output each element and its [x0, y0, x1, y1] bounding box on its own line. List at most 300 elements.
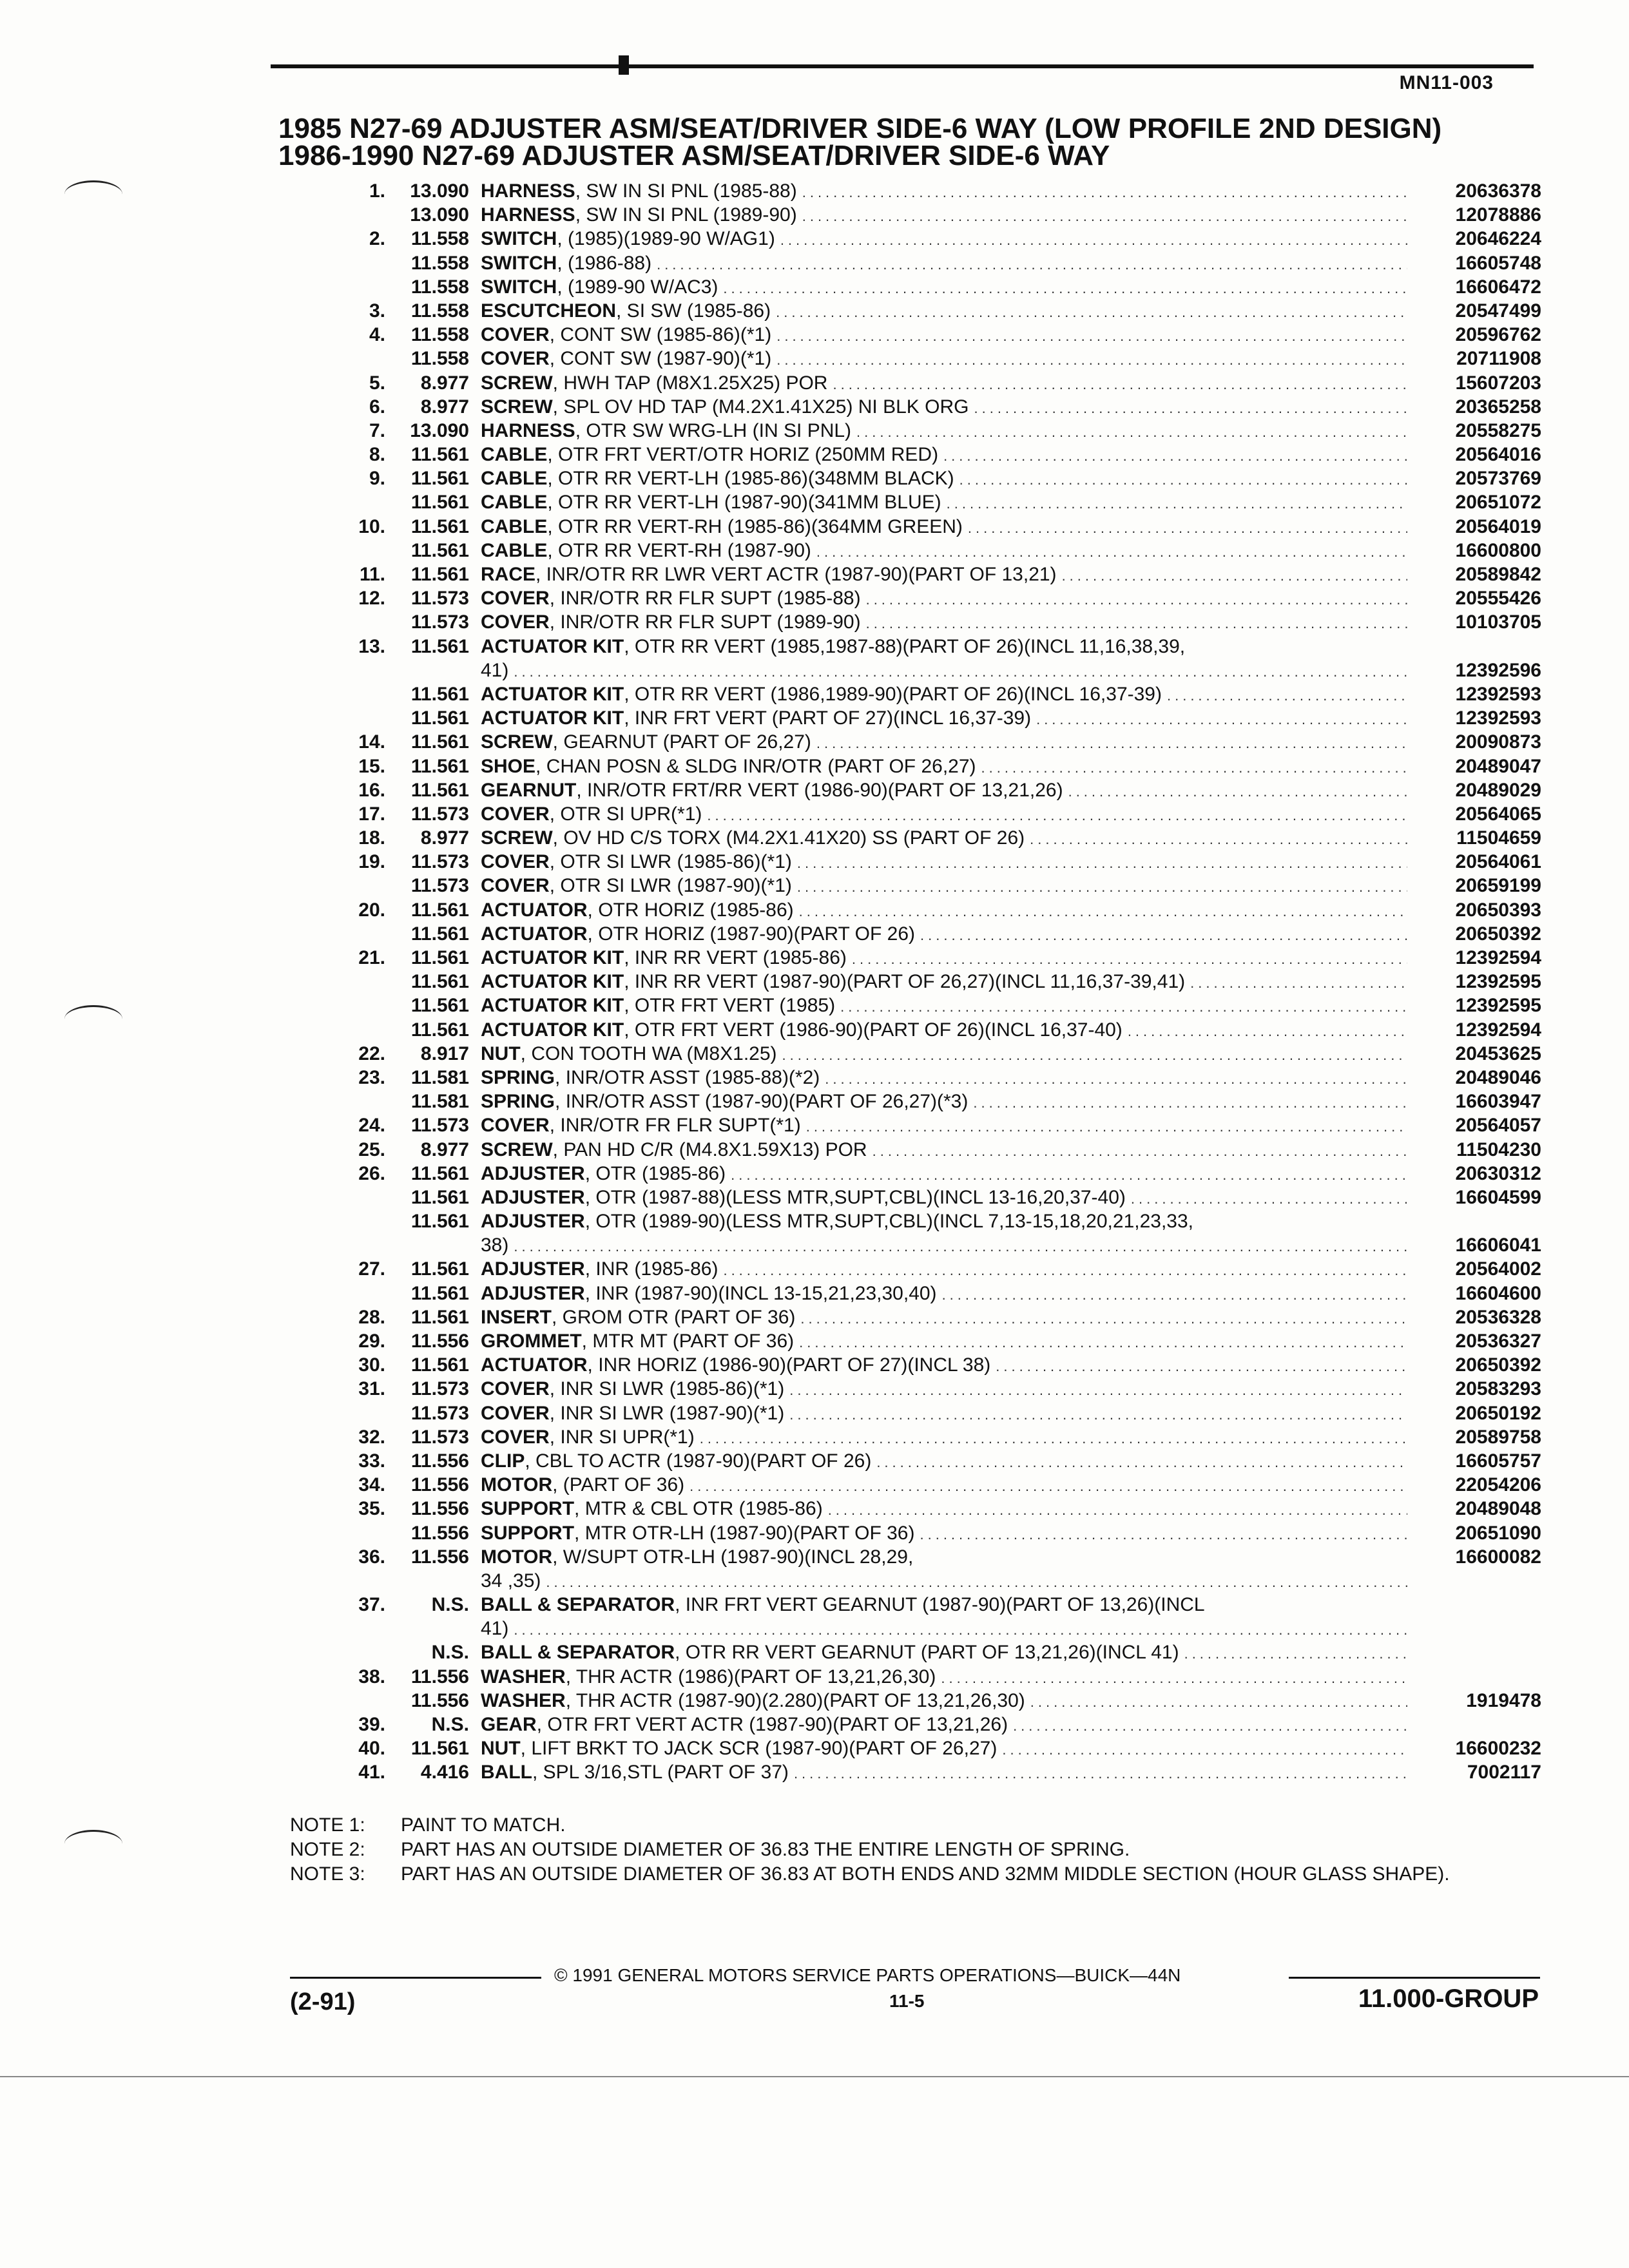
part-row [348, 778, 1541, 802]
part-row [348, 466, 1541, 490]
group-number: 11.561 [410, 1186, 469, 1208]
item-number: 27. [358, 1258, 385, 1280]
part-number: 20090873 [1455, 731, 1541, 753]
part-row [348, 371, 1541, 395]
part-number: 20564061 [1455, 851, 1541, 873]
section-title-line-2: 1986-1990 N27-69 ADJUSTER ASM/SEAT/DRIVER SIDE-6 WAY [278, 140, 1110, 171]
punch-mark-2 [64, 1005, 122, 1033]
part-number: 20589758 [1455, 1426, 1541, 1448]
part-name: SUPPORT [481, 1522, 575, 1544]
part-description: , INR FRT VERT GEARNUT (1987-90)(PART OF 13,26)(INCL [675, 1594, 1205, 1616]
part-description: , INR (1987-90)(INCL 13-15,21,23,30,40) [584, 1282, 937, 1304]
part-row [348, 994, 1541, 1017]
dot-leader [700, 1427, 1407, 1450]
dot-leader [866, 588, 1407, 611]
part-number: 11504659 [1456, 827, 1541, 849]
dot-leader [723, 1258, 1407, 1282]
item-number: 28. [358, 1306, 385, 1328]
part-name: HARNESS [481, 204, 575, 226]
part-name: MOTOR [481, 1546, 553, 1568]
part-row [348, 1305, 1541, 1329]
part-row [348, 1473, 1541, 1497]
group-number: 11.561 [410, 1306, 469, 1328]
part-name: COVER [481, 324, 550, 346]
part-description: , MTR OTR-LH (1987-90)(PART OF 36) [574, 1522, 915, 1544]
part-number: 20547499 [1455, 300, 1541, 322]
item-number: 6. [369, 396, 385, 418]
part-description: , OTR FRT VERT (1985) [624, 995, 836, 1017]
part-row [348, 1497, 1541, 1521]
part-row [348, 970, 1541, 994]
note-row [290, 1813, 1514, 1838]
item-number: 20. [358, 899, 385, 921]
part-description: , INR/OTR RR FLR SUPT (1989-90) [549, 611, 861, 633]
part-description: , INR/OTR ASST (1985-88)(*2) [555, 1066, 820, 1088]
group-number: 11.561 [410, 515, 469, 537]
item-number: 35. [358, 1498, 385, 1520]
dot-leader [833, 372, 1407, 396]
dot-leader [816, 731, 1407, 755]
part-number: 20564057 [1455, 1115, 1541, 1137]
part-description: , OTR HORIZ (1987-90)(PART OF 26) [587, 923, 915, 945]
part-name: CABLE [481, 539, 548, 561]
part-description: , THR ACTR (1986)(PART OF 13,21,26,30) [565, 1666, 936, 1687]
item-number: 36. [358, 1546, 385, 1568]
part-number: 16600082 [1455, 1546, 1541, 1568]
part-row [348, 1018, 1541, 1042]
dot-leader [657, 253, 1407, 276]
part-name: CLIP [481, 1450, 525, 1472]
part-name: BALL & SEPARATOR [481, 1642, 675, 1664]
part-description: , OTR SI LWR (1985-86)(*1) [549, 851, 792, 873]
part-number: 20646224 [1455, 228, 1541, 250]
part-description: , (1985)(1989-90 W/AG1) [557, 228, 775, 250]
part-name: COVER [481, 851, 550, 873]
group-number: 11.558 [410, 324, 469, 346]
part-description: , W/SUPT OTR-LH (1987-90)(INCL 28,29, [552, 1546, 914, 1568]
part-row [348, 658, 1541, 682]
copyright-notice: © 1991 GENERAL MOTORS SERVICE PARTS OPERATIONS—BUICK—44N [554, 1965, 1181, 1985]
dot-leader [974, 396, 1407, 420]
part-name: COVER [481, 1426, 550, 1448]
part-number: 20650392 [1455, 1354, 1541, 1376]
part-row [348, 730, 1541, 754]
part-description: , OTR RR VERT (1985,1987-88)(PART OF 26)(INCL 11,16,38,39, [624, 635, 1186, 657]
note-text: PART HAS AN OUTSIDE DIAMETER OF 36.83 THE ENTIRE LENGTH OF SPRING. [401, 1839, 1130, 1860]
dot-leader [1036, 707, 1407, 731]
item-number: 29. [358, 1331, 385, 1352]
part-row [348, 1042, 1541, 1066]
part-description: , OTR FRT VERT/OTR HORIZ (250MM RED) [547, 444, 939, 466]
group-number: 11.561 [410, 731, 469, 753]
group-number: 11.556 [410, 1498, 469, 1520]
part-description: , INR/OTR FR FLR SUPT(*1) [549, 1115, 801, 1137]
note-text: PAINT TO MATCH. [401, 1814, 566, 1836]
part-row [348, 1209, 1541, 1233]
part-number: 20573769 [1455, 468, 1541, 490]
dot-leader [797, 851, 1407, 875]
part-number: 12392595 [1455, 995, 1541, 1017]
part-description: , OTR SI UPR(*1) [549, 803, 702, 825]
item-number: 8. [369, 444, 385, 466]
dot-leader [1030, 827, 1407, 851]
part-description: , INR RR VERT (1985-86) [624, 947, 847, 968]
part-name: INSERT [481, 1306, 552, 1328]
part-row [348, 850, 1541, 874]
section-title-line-1: 1985 N27-69 ADJUSTER ASM/SEAT/DRIVER SIDE-6 WAY (LOW PROFILE 2ND DESIGN) [278, 113, 1442, 144]
part-number: 16606472 [1455, 276, 1541, 298]
dot-leader [731, 1163, 1407, 1187]
part-description: , (1989-90 W/AC3) [557, 276, 718, 298]
part-number: 16600232 [1455, 1738, 1541, 1760]
part-number: 20711908 [1456, 348, 1541, 370]
group-number: 11.581 [410, 1091, 469, 1113]
item-number: 30. [358, 1354, 385, 1376]
part-row [348, 443, 1541, 466]
part-number: 22054206 [1455, 1474, 1541, 1496]
dot-leader [789, 1403, 1407, 1427]
dot-leader [920, 923, 1407, 947]
part-name: SCREW [481, 396, 553, 418]
part-name: CABLE [481, 515, 548, 537]
part-name: ACTUATOR [481, 1354, 588, 1376]
group-number: 11.573 [410, 875, 469, 897]
group-number: 11.561 [410, 1211, 469, 1233]
dot-leader [802, 204, 1407, 228]
group-number: 11.573 [410, 1426, 469, 1448]
note-row [290, 1838, 1514, 1862]
part-name: ACTUATOR [481, 923, 588, 945]
part-description: , INR SI LWR (1987-90)(*1) [549, 1402, 785, 1424]
part-name: ACTUATOR KIT [481, 1019, 624, 1041]
part-number: 20650192 [1455, 1402, 1541, 1424]
dot-leader [973, 1091, 1407, 1115]
dot-leader [840, 995, 1407, 1019]
part-number: 1919478 [1466, 1689, 1541, 1711]
part-name: HARNESS [481, 180, 575, 202]
part-name: COVER [481, 348, 550, 370]
part-description: , CON TOOTH WA (M8X1.25) [520, 1043, 777, 1064]
dot-leader [799, 899, 1407, 923]
dot-leader [876, 1450, 1407, 1474]
group-number: 11.561 [410, 899, 469, 921]
part-row [348, 562, 1541, 586]
part-name: ADJUSTER [481, 1162, 585, 1184]
group-number: 11.561 [410, 707, 469, 729]
part-description: 41) [481, 659, 509, 681]
part-name: GEARNUT [481, 779, 577, 801]
dot-leader [852, 947, 1407, 971]
part-number: 12078886 [1455, 204, 1541, 226]
part-row [348, 802, 1541, 826]
group-number: 11.561 [410, 683, 469, 705]
part-name: GEAR [481, 1714, 537, 1735]
dot-leader [1002, 1738, 1407, 1762]
part-name: COVER [481, 875, 550, 897]
dot-leader [968, 516, 1407, 540]
part-description: , SW IN SI PNL (1989-90) [575, 204, 797, 226]
part-number: 20564019 [1455, 515, 1541, 537]
part-number: 12392596 [1455, 659, 1541, 681]
notes-section [290, 1813, 1514, 1887]
group-number: 8.977 [420, 372, 469, 394]
top-rule [271, 64, 1534, 68]
part-description: 34 ,35) [481, 1570, 541, 1591]
note-text: PART HAS AN OUTSIDE DIAMETER OF 36.83 AT BOTH ENDS AND 32MM MIDDLE SECTION (HOUR GLASS SHAPE). [401, 1863, 1450, 1885]
part-row [348, 1760, 1541, 1784]
dot-leader [1167, 684, 1407, 707]
group-number: 11.581 [410, 1066, 469, 1088]
dot-leader [1013, 1714, 1407, 1738]
item-number: 31. [358, 1378, 385, 1400]
part-description: , GROM OTR (PART OF 36) [552, 1306, 796, 1328]
item-number: 33. [358, 1450, 385, 1472]
part-name: ADJUSTER [481, 1211, 585, 1233]
part-name: ACTUATOR KIT [481, 995, 624, 1017]
item-number: 11. [359, 564, 385, 585]
part-description: , OTR RR VERT-RH (1987-90) [547, 539, 811, 561]
part-number: 16600800 [1455, 539, 1541, 561]
dot-leader [942, 1283, 1407, 1307]
part-number: 20630312 [1455, 1162, 1541, 1184]
part-number: 20489029 [1455, 779, 1541, 801]
group-number: 11.561 [410, 1019, 469, 1041]
group-number: 11.558 [410, 348, 469, 370]
part-number: 16606041 [1455, 1235, 1541, 1256]
footer-rule-left [290, 1977, 541, 1979]
part-number: 16605757 [1455, 1450, 1541, 1472]
dot-leader [780, 228, 1407, 252]
group-number: 11.561 [410, 444, 469, 466]
part-row [348, 1162, 1541, 1186]
part-name: ADJUSTER [481, 1282, 585, 1304]
part-description: , PAN HD C/R (M4.8X1.59X13) POR [552, 1139, 867, 1160]
item-number: 23. [358, 1066, 385, 1088]
part-row [348, 1377, 1541, 1401]
note-label: NOTE 3: [290, 1863, 365, 1885]
group-number: 8.977 [420, 396, 469, 418]
part-number: 20651072 [1455, 492, 1541, 514]
part-description: , SPL OV HD TAP (M4.2X1.41X25) NI BLK ORG [552, 396, 969, 418]
part-number: 12392593 [1455, 707, 1541, 729]
group-number: 11.561 [410, 995, 469, 1017]
part-description: , SW IN SI PNL (1985-88) [575, 180, 797, 202]
part-number: 20564002 [1455, 1258, 1541, 1280]
part-name: SCREW [481, 731, 553, 753]
part-description: 38) [481, 1235, 509, 1256]
part-number: 20659199 [1455, 875, 1541, 897]
part-name: COVER [481, 588, 550, 610]
part-row [348, 1640, 1541, 1664]
group-number: 13.090 [410, 180, 469, 202]
part-description: , OTR SW WRG-LH (IN SI PNL) [575, 419, 852, 441]
part-number: 16605748 [1455, 252, 1541, 274]
item-number: 9. [369, 468, 385, 490]
dot-leader [789, 1378, 1407, 1402]
part-name: SPRING [481, 1066, 555, 1088]
part-name: WASHER [481, 1689, 566, 1711]
part-row [348, 227, 1541, 251]
group-number: 11.558 [410, 252, 469, 274]
part-row [348, 1401, 1541, 1425]
part-number: 20489047 [1455, 755, 1541, 777]
group-number: 11.561 [410, 492, 469, 514]
part-row [348, 1617, 1541, 1640]
part-name: SHOE [481, 755, 536, 777]
part-row [348, 515, 1541, 539]
part-description: , (PART OF 36) [552, 1474, 685, 1496]
top-rule-marker [619, 55, 629, 75]
date-code: (2-91) [290, 1988, 356, 2015]
part-description: , GEARNUT (PART OF 26,27) [552, 731, 811, 753]
part-number: 20596762 [1455, 324, 1541, 346]
part-description: , MTR & CBL OTR (1985-86) [574, 1498, 823, 1520]
part-description: , CONT SW (1985-86)(*1) [549, 324, 772, 346]
part-description: , MTR MT (PART OF 36) [581, 1331, 795, 1352]
group-number: 11.556 [410, 1522, 469, 1544]
item-number: 14. [358, 731, 385, 753]
part-name: COVER [481, 803, 550, 825]
group-number: 8.977 [420, 1139, 469, 1160]
group-number: 11.556 [410, 1450, 469, 1472]
part-description: , INR/OTR FRT/RR VERT (1986-90)(PART OF 13,21,26) [576, 779, 1063, 801]
dot-leader [799, 1331, 1407, 1354]
dot-leader [806, 1115, 1407, 1139]
item-number: 19. [358, 851, 385, 873]
part-name: SCREW [481, 372, 553, 394]
item-number: 12. [358, 588, 385, 610]
dot-leader [866, 611, 1407, 635]
part-description: , CHAN POSN & SLDG INR/OTR (PART OF 26,27) [535, 755, 976, 777]
group-number: 11.561 [410, 971, 469, 993]
part-description: , OTR RR VERT GEARNUT (PART OF 13,21,26)(INCL 41) [675, 1642, 1179, 1664]
part-name: SCREW [481, 827, 553, 849]
dot-leader [776, 300, 1407, 324]
part-row [348, 922, 1541, 946]
part-row [348, 706, 1541, 730]
part-number: 15607203 [1455, 372, 1541, 394]
group-label: 11.000-GROUP [1358, 1984, 1539, 2013]
part-row [348, 1233, 1541, 1257]
part-number: 20365258 [1455, 396, 1541, 418]
part-number: 11504230 [1456, 1139, 1541, 1160]
part-number: 20453625 [1455, 1043, 1541, 1064]
part-name: SCREW [481, 1139, 553, 1160]
part-row [348, 490, 1541, 514]
part-row [348, 586, 1541, 610]
item-number: 7. [369, 419, 385, 441]
bottom-edge-rule [0, 2076, 1629, 2077]
dot-leader [872, 1139, 1407, 1163]
part-name: MOTOR [481, 1474, 553, 1496]
item-number: 25. [358, 1139, 385, 1160]
dot-leader [723, 276, 1407, 300]
part-row [348, 1353, 1541, 1377]
part-number: 12392594 [1455, 1019, 1541, 1041]
group-number: 11.561 [410, 1738, 469, 1760]
part-number: 16604599 [1455, 1186, 1541, 1208]
part-name: GROMMET [481, 1331, 582, 1352]
part-number: 20589842 [1455, 564, 1541, 585]
group-number: 4.416 [420, 1762, 469, 1783]
part-name: CABLE [481, 492, 548, 514]
part-name: SWITCH [481, 252, 557, 274]
group-number: 11.573 [410, 588, 469, 610]
dot-leader [828, 1498, 1407, 1522]
part-row [348, 395, 1541, 419]
dot-leader [1131, 1187, 1407, 1211]
part-name: ADJUSTER [481, 1258, 585, 1280]
item-number: 21. [358, 947, 385, 968]
footer-rule-right [1289, 1977, 1540, 1979]
item-number: 4. [369, 324, 385, 346]
dot-leader [514, 1618, 1407, 1642]
dot-leader [1190, 971, 1407, 995]
parts-list [348, 179, 1541, 1785]
part-row [348, 754, 1541, 778]
part-name: SPRING [481, 1091, 555, 1113]
dot-leader [825, 1067, 1407, 1091]
item-number: 41. [358, 1762, 385, 1783]
group-number: 11.573 [410, 803, 469, 825]
dot-leader [776, 348, 1407, 372]
group-number: 11.558 [410, 300, 469, 322]
dot-leader [996, 1354, 1407, 1378]
part-row [348, 419, 1541, 443]
part-row [348, 1066, 1541, 1090]
part-row [348, 1665, 1541, 1689]
dot-leader [959, 468, 1407, 492]
dot-leader [947, 492, 1407, 515]
part-description: , OTR RR VERT-RH (1985-86)(364MM GREEN) [547, 515, 963, 537]
item-number: 15. [358, 755, 385, 777]
part-description: 41) [481, 1618, 509, 1640]
part-row [348, 1736, 1541, 1760]
part-description: , INR RR VERT (1987-90)(PART OF 26,27)(INCL 11,16,37-39,41) [624, 971, 1186, 993]
group-number: 8.977 [420, 827, 469, 849]
dot-leader [1128, 1019, 1407, 1043]
part-description: , INR HORIZ (1986-90)(PART OF 27)(INCL 38) [587, 1354, 991, 1376]
part-name: NUT [481, 1043, 521, 1064]
part-row [348, 946, 1541, 970]
dot-leader [797, 875, 1407, 899]
part-number: 20558275 [1455, 419, 1541, 441]
item-number: 3. [369, 300, 385, 322]
group-number: 11.561 [410, 755, 469, 777]
part-description: , LIFT BRKT TO JACK SCR (1987-90)(PART OF 26,27) [520, 1738, 998, 1760]
part-number: 16603947 [1455, 1091, 1541, 1113]
part-description: , OTR RR VERT-LH (1987-90)(341MM BLUE) [547, 492, 941, 514]
part-description: , OTR (1985-86) [584, 1162, 726, 1184]
group-number: 11.556 [410, 1666, 469, 1687]
part-number: 20555426 [1455, 588, 1541, 610]
dot-leader [514, 660, 1407, 684]
part-description: , (1986-88) [557, 252, 652, 274]
part-name: SWITCH [481, 228, 557, 250]
part-row [348, 1257, 1541, 1281]
part-number: 20489048 [1455, 1498, 1541, 1520]
part-row [348, 682, 1541, 706]
group-number: 11.561 [410, 1282, 469, 1304]
part-row [348, 251, 1541, 275]
dot-leader [1030, 1690, 1407, 1714]
item-number: 34. [358, 1474, 385, 1496]
part-name: ACTUATOR KIT [481, 947, 624, 968]
group-number: N.S. [431, 1714, 469, 1735]
group-number: 11.561 [410, 947, 469, 968]
part-description: , INR FRT VERT (PART OF 27)(INCL 16,37-39) [624, 707, 1032, 729]
item-number: 37. [358, 1594, 385, 1616]
